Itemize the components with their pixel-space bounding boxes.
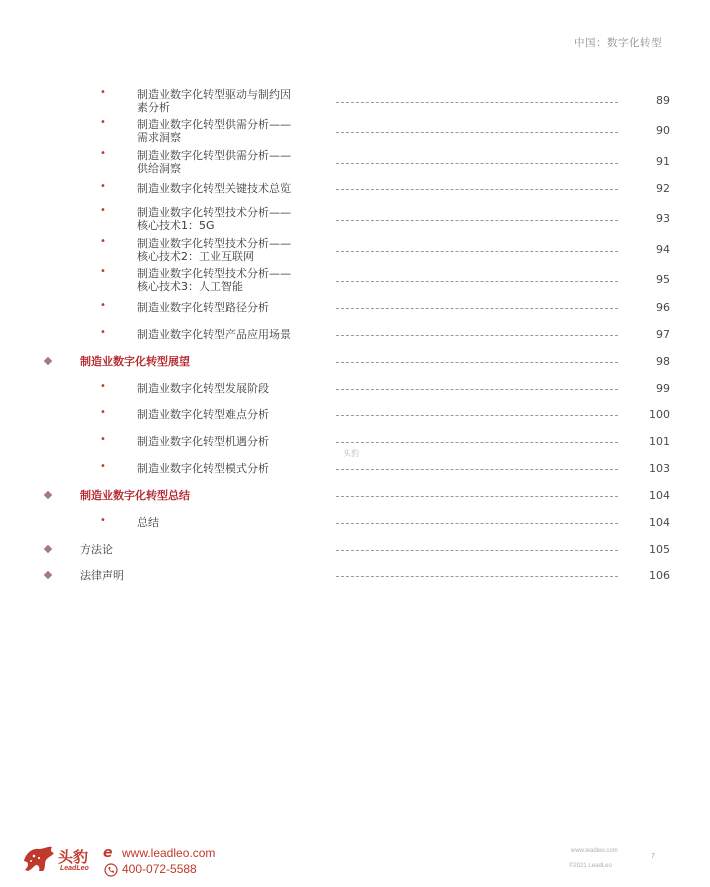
toc-page-number: 93 xyxy=(656,212,670,225)
toc-entry-title-line: 法律声明 xyxy=(80,569,124,582)
toc-entry-title-line: 素分析 xyxy=(137,101,170,114)
toc-page-number: 96 xyxy=(656,301,670,314)
toc-entry-title-line: 核心技术1：5G xyxy=(137,219,215,232)
diamond-bullet-icon xyxy=(44,357,52,365)
toc-page-number: 97 xyxy=(656,328,670,341)
toc-entry-title-line: 制造业数字化转型技术分析—— xyxy=(137,237,291,250)
toc-entry-title xyxy=(137,328,291,341)
footer-website-link[interactable]: www.leadleo.com xyxy=(122,846,216,860)
toc-entry-title xyxy=(137,382,269,395)
footer-small-website: www.leadleo.com xyxy=(571,848,618,854)
bullet-dot-icon: • xyxy=(100,148,106,159)
diamond-bullet-icon xyxy=(44,571,52,579)
header-title: 中国：数字化转型 xyxy=(574,37,662,49)
toc-page-number: 100 xyxy=(649,408,670,421)
toc-entry-title-line: 核心技术2：工业互联网 xyxy=(137,250,254,263)
diamond-bullet-icon xyxy=(44,545,52,553)
toc-page-number: 90 xyxy=(656,124,670,137)
toc-leader-line xyxy=(336,442,618,443)
toc-entry-title-line: 制造业数字化转型机遇分析 xyxy=(137,435,269,448)
toc-entry-title xyxy=(80,489,190,502)
bullet-dot-icon: • xyxy=(100,515,106,526)
toc-page-number: 104 xyxy=(649,516,670,529)
toc-leader-line xyxy=(336,415,618,416)
footer-phone: 400-072-5588 xyxy=(122,862,197,876)
toc-entry-title-line: 制造业数字化转型总结 xyxy=(80,489,190,502)
toc-entry-title xyxy=(137,182,291,195)
toc-entry-title xyxy=(137,462,269,475)
toc-leader-line xyxy=(336,523,618,524)
toc-page-number: 98 xyxy=(656,355,670,368)
toc-leader-line xyxy=(336,220,618,221)
diamond-bullet-icon xyxy=(44,491,52,499)
bullet-dot-icon: • xyxy=(100,117,106,128)
footer-copyright: ©2021 LeadLeo xyxy=(569,863,612,869)
bullet-dot-icon: • xyxy=(100,381,106,392)
leopard-logo-icon xyxy=(22,843,56,873)
toc-entry-title-line: 制造业数字化转型技术分析—— xyxy=(137,206,291,219)
toc-entry-title xyxy=(137,516,159,529)
toc-entry-title-line: 总结 xyxy=(137,516,159,529)
toc-entry-title xyxy=(137,301,269,314)
toc-entry-title-line: 制造业数字化转型路径分析 xyxy=(137,301,269,314)
toc-leader-line xyxy=(336,308,618,309)
toc-entry-title xyxy=(137,149,291,175)
toc-entry-title-line: 制造业数字化转型驱动与制约因 xyxy=(137,88,291,101)
toc-entry-title xyxy=(80,569,124,582)
toc-entry-title-line: 制造业数字化转型供需分析—— xyxy=(137,118,291,131)
toc-leader-line xyxy=(336,335,618,336)
toc-entry-title-line: 制造业数字化转型模式分析 xyxy=(137,462,269,475)
bullet-dot-icon: • xyxy=(100,300,106,311)
bullet-dot-icon: • xyxy=(100,434,106,445)
toc-leader-line xyxy=(336,163,618,164)
bullet-dot-icon: • xyxy=(100,236,106,247)
toc-leader-line xyxy=(336,281,618,282)
toc-entry-title-line: 制造业数字化转型展望 xyxy=(80,355,190,368)
toc-entry-title xyxy=(137,237,291,263)
bullet-dot-icon: • xyxy=(100,327,106,338)
toc-leader-line xyxy=(336,251,618,252)
toc-page-number: 94 xyxy=(656,243,670,256)
browser-icon: e xyxy=(103,845,113,861)
toc-leader-line xyxy=(336,496,618,497)
toc-entry-title-line: 核心技术3：人工智能 xyxy=(137,280,243,293)
toc-entry-title xyxy=(137,88,291,114)
toc-entry-title xyxy=(137,118,291,144)
toc-entry-title-line: 方法论 xyxy=(80,543,113,556)
toc-entry-title xyxy=(80,355,190,368)
toc-page-number: 103 xyxy=(649,462,670,475)
toc-page-number: 99 xyxy=(656,382,670,395)
toc-entry-title xyxy=(137,435,269,448)
toc-page-number: 91 xyxy=(656,155,670,168)
bullet-dot-icon: • xyxy=(100,461,106,472)
toc-leader-line xyxy=(336,469,618,470)
footer-brand-sub: LeadLeo xyxy=(60,865,89,872)
toc-entry-title xyxy=(137,267,291,293)
toc-leader-line xyxy=(336,576,618,577)
toc-leader-line xyxy=(336,132,618,133)
toc-page-number: 106 xyxy=(649,569,670,582)
toc-leader-line xyxy=(336,189,618,190)
toc-page-number: 104 xyxy=(649,489,670,502)
bullet-dot-icon: • xyxy=(100,87,106,98)
phone-icon xyxy=(104,863,118,877)
toc-page-number: 89 xyxy=(656,94,670,107)
toc-leader-line xyxy=(336,102,618,103)
toc-entry-title xyxy=(137,206,291,232)
toc-entry-title-line: 制造业数字化转型供需分析—— xyxy=(137,149,291,162)
toc-page-number: 92 xyxy=(656,182,670,195)
bullet-dot-icon: • xyxy=(100,266,106,277)
toc-page-number: 101 xyxy=(649,435,670,448)
bullet-dot-icon: • xyxy=(100,181,106,192)
toc-page-number: 105 xyxy=(649,543,670,556)
toc-entry-title-line: 制造业数字化转型关键技术总览 xyxy=(137,182,291,195)
toc-page-number: 95 xyxy=(656,273,670,286)
toc-leader-line xyxy=(336,389,618,390)
toc-entry-title xyxy=(80,543,113,556)
watermark-text: 头豹 xyxy=(343,449,359,458)
page-number: 7 xyxy=(651,853,655,860)
bullet-dot-icon: • xyxy=(100,205,106,216)
bullet-dot-icon: • xyxy=(100,407,106,418)
toc-entry-title-line: 制造业数字化转型发展阶段 xyxy=(137,382,269,395)
toc-entry-title-line: 制造业数字化转型技术分析—— xyxy=(137,267,291,280)
toc-entry-title-line: 制造业数字化转型产品应用场景 xyxy=(137,328,291,341)
toc-leader-line xyxy=(336,362,618,363)
toc-entry-title xyxy=(137,408,269,421)
toc-entry-title-line: 需求洞察 xyxy=(137,131,181,144)
toc-entry-title-line: 制造业数字化转型难点分析 xyxy=(137,408,269,421)
footer-brand: 头豹 xyxy=(58,848,89,866)
toc-entry-title-line: 供给洞察 xyxy=(137,162,181,175)
toc-leader-line xyxy=(336,550,618,551)
